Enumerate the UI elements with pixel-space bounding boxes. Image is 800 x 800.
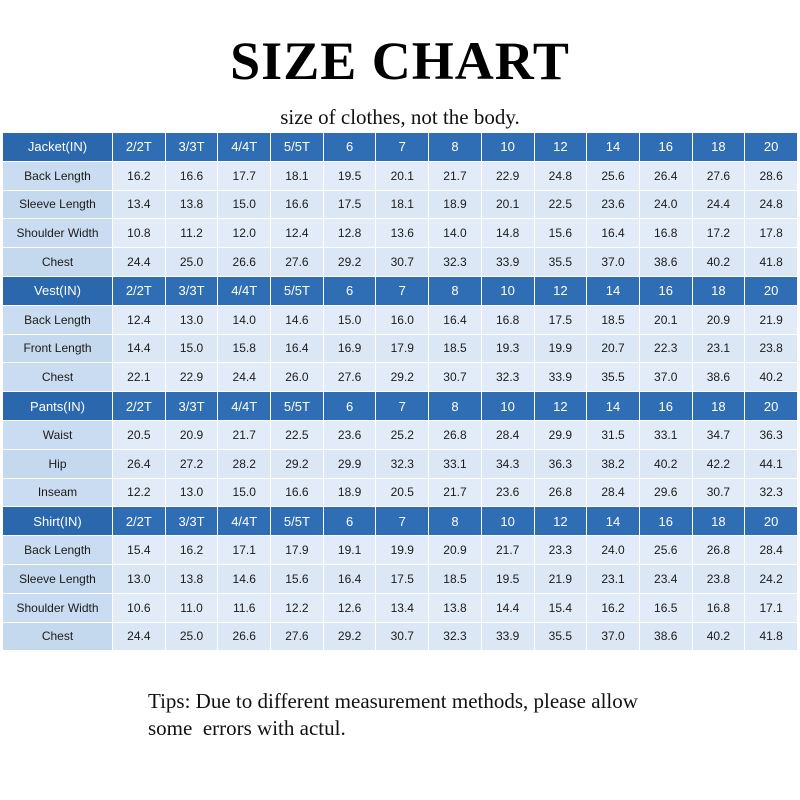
measurement-value: 13.0 (113, 565, 165, 593)
measurement-value: 37.0 (587, 623, 639, 651)
measurement-value: 41.8 (745, 623, 797, 651)
measurement-value: 27.2 (166, 450, 218, 478)
size-header-cell: 16 (640, 133, 692, 161)
measurement-value: 37.0 (640, 363, 692, 391)
measurement-value: 28.4 (587, 479, 639, 507)
measurement-value: 11.2 (166, 219, 218, 247)
section-header-label: Jacket(IN) (3, 133, 112, 161)
size-header-cell: 4/4T (218, 277, 270, 305)
measurement-value: 13.0 (166, 306, 218, 334)
measurement-value: 13.0 (166, 479, 218, 507)
size-chart-table (2, 132, 798, 651)
measurement-value: 13.8 (166, 565, 218, 593)
size-header-cell: 16 (640, 507, 692, 535)
measurement-value: 20.5 (376, 479, 428, 507)
measurement-value: 18.5 (429, 565, 481, 593)
measurement-value: 32.3 (745, 479, 797, 507)
measurement-value: 25.6 (640, 536, 692, 564)
size-header-cell: 10 (482, 392, 534, 420)
measurement-value: 40.2 (745, 363, 797, 391)
size-header-cell: 6 (324, 277, 376, 305)
size-header-cell: 10 (482, 507, 534, 535)
size-header-cell: 2/2T (113, 507, 165, 535)
measurement-label: Front Length (3, 335, 112, 363)
measurement-value: 22.5 (535, 191, 587, 219)
measurement-value: 16.4 (587, 219, 639, 247)
size-chart-table-container (2, 132, 798, 651)
measurement-value: 21.9 (745, 306, 797, 334)
size-header-cell: 20 (745, 133, 797, 161)
size-header-cell: 3/3T (166, 507, 218, 535)
measurement-value: 41.8 (745, 248, 797, 276)
measurement-value: 42.2 (693, 450, 745, 478)
measurement-value: 14.8 (482, 219, 534, 247)
measurement-label: Chest (3, 623, 112, 651)
measurement-value: 18.5 (587, 306, 639, 334)
measurement-value: 20.1 (640, 306, 692, 334)
measurement-value: 13.8 (429, 594, 481, 622)
size-header-cell: 4/4T (218, 507, 270, 535)
table-row (3, 335, 797, 363)
measurement-value: 18.1 (376, 191, 428, 219)
size-header-cell: 7 (376, 392, 428, 420)
size-header-cell: 18 (693, 277, 745, 305)
measurement-value: 40.2 (693, 623, 745, 651)
measurement-value: 23.8 (745, 335, 797, 363)
measurement-value: 13.6 (376, 219, 428, 247)
measurement-value: 16.0 (376, 306, 428, 334)
section-header-label: Shirt(IN) (3, 507, 112, 535)
measurement-label: Back Length (3, 536, 112, 564)
measurement-value: 20.1 (482, 191, 534, 219)
size-header-cell: 14 (587, 392, 639, 420)
measurement-value: 32.3 (482, 363, 534, 391)
measurement-value: 34.3 (482, 450, 534, 478)
measurement-label: Back Length (3, 306, 112, 334)
size-header-cell: 8 (429, 392, 481, 420)
measurement-value: 22.1 (113, 363, 165, 391)
measurement-value: 29.9 (535, 421, 587, 449)
measurement-value: 36.3 (745, 421, 797, 449)
measurement-value: 28.2 (218, 450, 270, 478)
measurement-value: 10.8 (113, 219, 165, 247)
size-header-cell: 5/5T (271, 392, 323, 420)
measurement-value: 35.5 (587, 363, 639, 391)
measurement-value: 18.1 (271, 162, 323, 190)
measurement-value: 21.7 (218, 421, 270, 449)
measurement-value: 35.5 (535, 623, 587, 651)
measurement-value: 33.1 (429, 450, 481, 478)
measurement-value: 21.7 (429, 162, 481, 190)
measurement-value: 17.1 (218, 536, 270, 564)
size-header-cell: 6 (324, 392, 376, 420)
section-header-row (3, 392, 797, 420)
size-header-cell: 4/4T (218, 392, 270, 420)
measurement-value: 16.6 (271, 191, 323, 219)
measurement-value: 13.4 (376, 594, 428, 622)
measurement-value: 30.7 (376, 248, 428, 276)
measurement-value: 20.9 (693, 306, 745, 334)
table-row (3, 162, 797, 190)
measurement-value: 26.8 (693, 536, 745, 564)
measurement-value: 19.1 (324, 536, 376, 564)
measurement-label: Sleeve Length (3, 565, 112, 593)
size-header-cell: 2/2T (113, 392, 165, 420)
measurement-value: 33.1 (640, 421, 692, 449)
table-row (3, 565, 797, 593)
measurement-value: 11.0 (166, 594, 218, 622)
measurement-value: 44.1 (745, 450, 797, 478)
measurement-value: 15.8 (218, 335, 270, 363)
measurement-value: 20.1 (376, 162, 428, 190)
measurement-value: 11.6 (218, 594, 270, 622)
measurement-value: 29.2 (271, 450, 323, 478)
measurement-value: 16.4 (324, 565, 376, 593)
measurement-value: 24.0 (587, 536, 639, 564)
measurement-value: 16.6 (166, 162, 218, 190)
measurement-value: 16.2 (113, 162, 165, 190)
measurement-value: 12.0 (218, 219, 270, 247)
measurement-value: 29.6 (640, 479, 692, 507)
measurement-value: 27.6 (693, 162, 745, 190)
measurement-value: 17.5 (535, 306, 587, 334)
size-header-cell: 18 (693, 507, 745, 535)
measurement-value: 14.6 (271, 306, 323, 334)
measurement-value: 17.8 (745, 219, 797, 247)
measurement-value: 25.2 (376, 421, 428, 449)
measurement-value: 22.9 (166, 363, 218, 391)
table-row (3, 191, 797, 219)
measurement-value: 40.2 (640, 450, 692, 478)
section-header-row (3, 277, 797, 305)
measurement-value: 16.4 (429, 306, 481, 334)
measurement-value: 14.6 (218, 565, 270, 593)
measurement-value: 26.8 (429, 421, 481, 449)
size-header-cell: 14 (587, 507, 639, 535)
tips-line-1: Tips: Due to different measurement methods, please allow (148, 689, 638, 713)
measurement-value: 25.0 (166, 248, 218, 276)
measurement-value: 10.6 (113, 594, 165, 622)
measurement-label: Shoulder Width (3, 594, 112, 622)
measurement-value: 36.3 (535, 450, 587, 478)
measurement-value: 20.7 (587, 335, 639, 363)
measurement-value: 20.9 (429, 536, 481, 564)
measurement-value: 17.2 (693, 219, 745, 247)
size-header-cell: 16 (640, 392, 692, 420)
measurement-value: 35.5 (535, 248, 587, 276)
table-row (3, 450, 797, 478)
size-header-cell: 3/3T (166, 277, 218, 305)
measurement-value: 24.4 (218, 363, 270, 391)
measurement-value: 23.6 (324, 421, 376, 449)
measurement-value: 15.0 (166, 335, 218, 363)
size-header-cell: 10 (482, 133, 534, 161)
measurement-value: 17.9 (271, 536, 323, 564)
measurement-value: 23.1 (693, 335, 745, 363)
tips-line-2: some errors with actul. (148, 716, 346, 740)
measurement-value: 32.3 (429, 623, 481, 651)
measurement-value: 24.4 (113, 248, 165, 276)
measurement-label: Chest (3, 363, 112, 391)
section-header-row (3, 507, 797, 535)
section-header-label: Pants(IN) (3, 392, 112, 420)
measurement-value: 17.5 (376, 565, 428, 593)
measurement-value: 24.4 (113, 623, 165, 651)
measurement-label: Sleeve Length (3, 191, 112, 219)
measurement-value: 26.4 (113, 450, 165, 478)
measurement-value: 26.0 (271, 363, 323, 391)
measurement-value: 33.9 (482, 248, 534, 276)
measurement-value: 38.2 (587, 450, 639, 478)
measurement-value: 23.1 (587, 565, 639, 593)
measurement-value: 15.6 (535, 219, 587, 247)
measurement-value: 17.1 (745, 594, 797, 622)
measurement-value: 12.2 (271, 594, 323, 622)
measurement-value: 38.6 (640, 248, 692, 276)
measurement-value: 13.8 (166, 191, 218, 219)
measurement-value: 28.4 (745, 536, 797, 564)
measurement-value: 12.8 (324, 219, 376, 247)
tips-note (148, 688, 748, 742)
measurement-value: 23.6 (482, 479, 534, 507)
measurement-value: 40.2 (693, 248, 745, 276)
measurement-value: 26.6 (218, 623, 270, 651)
measurement-value: 16.8 (482, 306, 534, 334)
table-row (3, 594, 797, 622)
measurement-value: 15.4 (535, 594, 587, 622)
section-header-row (3, 133, 797, 161)
size-header-cell: 5/5T (271, 133, 323, 161)
measurement-value: 16.9 (324, 335, 376, 363)
measurement-value: 28.6 (745, 162, 797, 190)
measurement-value: 15.0 (218, 479, 270, 507)
size-header-cell: 20 (745, 507, 797, 535)
measurement-value: 22.9 (482, 162, 534, 190)
size-header-cell: 7 (376, 133, 428, 161)
measurement-value: 32.3 (429, 248, 481, 276)
size-header-cell: 12 (535, 392, 587, 420)
size-header-cell: 20 (745, 277, 797, 305)
measurement-label: Back Length (3, 162, 112, 190)
measurement-value: 29.2 (376, 363, 428, 391)
measurement-value: 33.9 (482, 623, 534, 651)
measurement-value: 23.6 (587, 191, 639, 219)
measurement-value: 29.2 (324, 248, 376, 276)
table-row (3, 363, 797, 391)
measurement-value: 30.7 (693, 479, 745, 507)
measurement-value: 30.7 (376, 623, 428, 651)
measurement-value: 12.6 (324, 594, 376, 622)
measurement-value: 19.5 (482, 565, 534, 593)
measurement-value: 26.6 (218, 248, 270, 276)
measurement-value: 24.8 (745, 191, 797, 219)
measurement-value: 29.9 (324, 450, 376, 478)
size-header-cell: 2/2T (113, 277, 165, 305)
table-row (3, 306, 797, 334)
measurement-value: 14.0 (429, 219, 481, 247)
measurement-value: 19.3 (482, 335, 534, 363)
size-header-cell: 3/3T (166, 392, 218, 420)
measurement-value: 20.5 (113, 421, 165, 449)
measurement-value: 37.0 (587, 248, 639, 276)
measurement-value: 23.3 (535, 536, 587, 564)
size-header-cell: 10 (482, 277, 534, 305)
size-header-cell: 14 (587, 277, 639, 305)
measurement-value: 32.3 (376, 450, 428, 478)
measurement-value: 16.2 (166, 536, 218, 564)
measurement-value: 14.4 (482, 594, 534, 622)
measurement-value: 17.5 (324, 191, 376, 219)
measurement-label: Inseam (3, 479, 112, 507)
measurement-value: 33.9 (535, 363, 587, 391)
table-row (3, 219, 797, 247)
size-header-cell: 8 (429, 277, 481, 305)
size-header-cell: 16 (640, 277, 692, 305)
measurement-value: 25.0 (166, 623, 218, 651)
measurement-value: 16.8 (640, 219, 692, 247)
measurement-label: Shoulder Width (3, 219, 112, 247)
measurement-value: 17.9 (376, 335, 428, 363)
table-row (3, 421, 797, 449)
measurement-value: 21.7 (482, 536, 534, 564)
size-header-cell: 6 (324, 133, 376, 161)
measurement-value: 24.2 (745, 565, 797, 593)
measurement-value: 26.8 (535, 479, 587, 507)
measurement-value: 28.4 (482, 421, 534, 449)
measurement-value: 23.4 (640, 565, 692, 593)
measurement-value: 14.4 (113, 335, 165, 363)
measurement-label: Chest (3, 248, 112, 276)
table-row (3, 248, 797, 276)
size-header-cell: 14 (587, 133, 639, 161)
measurement-value: 24.0 (640, 191, 692, 219)
size-header-cell: 7 (376, 507, 428, 535)
measurement-value: 16.6 (271, 479, 323, 507)
page-subtitle: size of clothes, not the body. (280, 105, 520, 129)
measurement-value: 21.9 (535, 565, 587, 593)
measurement-value: 19.9 (535, 335, 587, 363)
measurement-value: 12.2 (113, 479, 165, 507)
size-header-cell: 18 (693, 133, 745, 161)
measurement-label: Waist (3, 421, 112, 449)
measurement-label: Hip (3, 450, 112, 478)
measurement-value: 19.9 (376, 536, 428, 564)
measurement-value: 24.8 (535, 162, 587, 190)
measurement-value: 15.0 (324, 306, 376, 334)
measurement-value: 25.6 (587, 162, 639, 190)
measurement-value: 15.4 (113, 536, 165, 564)
measurement-value: 15.0 (218, 191, 270, 219)
measurement-value: 27.6 (271, 248, 323, 276)
table-row (3, 536, 797, 564)
measurement-value: 16.4 (271, 335, 323, 363)
measurement-value: 18.9 (324, 479, 376, 507)
size-header-cell: 5/5T (271, 507, 323, 535)
measurement-value: 27.6 (324, 363, 376, 391)
size-header-cell: 3/3T (166, 133, 218, 161)
measurement-value: 14.0 (218, 306, 270, 334)
size-header-cell: 18 (693, 392, 745, 420)
measurement-value: 20.9 (166, 421, 218, 449)
measurement-value: 23.8 (693, 565, 745, 593)
measurement-value: 18.5 (429, 335, 481, 363)
measurement-value: 17.7 (218, 162, 270, 190)
measurement-value: 12.4 (271, 219, 323, 247)
size-header-cell: 7 (376, 277, 428, 305)
size-header-cell: 12 (535, 507, 587, 535)
measurement-value: 26.4 (640, 162, 692, 190)
size-header-cell: 4/4T (218, 133, 270, 161)
size-header-cell: 2/2T (113, 133, 165, 161)
table-row (3, 623, 797, 651)
measurement-value: 29.2 (324, 623, 376, 651)
measurement-value: 12.4 (113, 306, 165, 334)
measurement-value: 30.7 (429, 363, 481, 391)
measurement-value: 16.2 (587, 594, 639, 622)
measurement-value: 13.4 (113, 191, 165, 219)
size-header-cell: 12 (535, 277, 587, 305)
measurement-value: 24.4 (693, 191, 745, 219)
measurement-value: 34.7 (693, 421, 745, 449)
page-title: SIZE CHART (230, 31, 570, 91)
measurement-value: 38.6 (640, 623, 692, 651)
measurement-value: 19.5 (324, 162, 376, 190)
size-header-cell: 8 (429, 507, 481, 535)
measurement-value: 21.7 (429, 479, 481, 507)
table-row (3, 479, 797, 507)
size-header-cell: 12 (535, 133, 587, 161)
measurement-value: 27.6 (271, 623, 323, 651)
measurement-value: 38.6 (693, 363, 745, 391)
measurement-value: 15.6 (271, 565, 323, 593)
measurement-value: 22.5 (271, 421, 323, 449)
size-header-cell: 5/5T (271, 277, 323, 305)
size-header-cell: 8 (429, 133, 481, 161)
size-header-cell: 6 (324, 507, 376, 535)
measurement-value: 18.9 (429, 191, 481, 219)
measurement-value: 31.5 (587, 421, 639, 449)
section-header-label: Vest(IN) (3, 277, 112, 305)
measurement-value: 16.8 (693, 594, 745, 622)
measurement-value: 16.5 (640, 594, 692, 622)
size-header-cell: 20 (745, 392, 797, 420)
measurement-value: 22.3 (640, 335, 692, 363)
